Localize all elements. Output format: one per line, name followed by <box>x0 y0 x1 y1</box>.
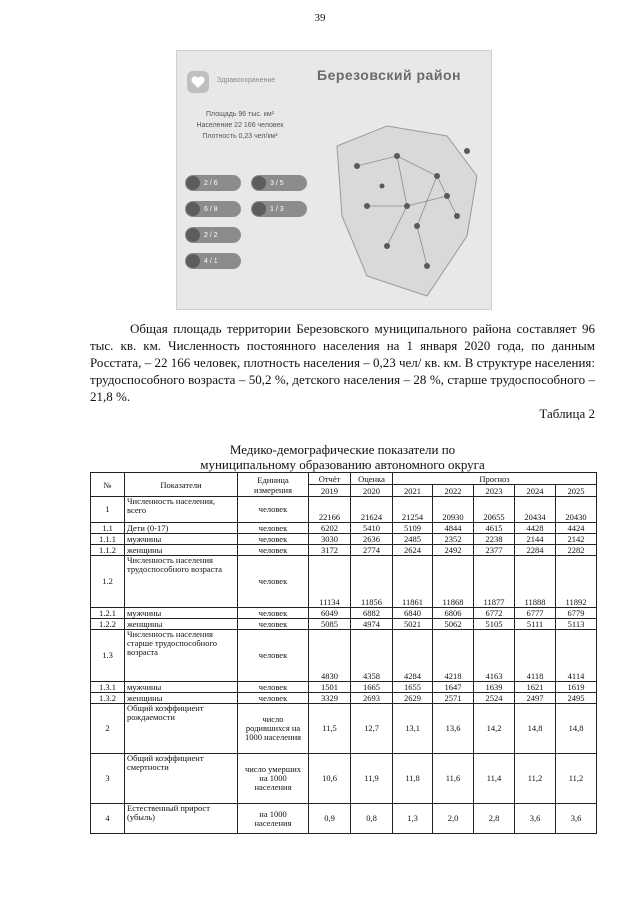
heart-logo-icon <box>187 71 209 93</box>
row-value: 6806 <box>433 608 474 619</box>
row-indicator: женщины <box>125 545 238 556</box>
row-indicator: мужчины <box>125 682 238 693</box>
row-value: 11,8 <box>393 754 433 804</box>
row-value: 6777 <box>515 608 556 619</box>
row-value: 2282 <box>556 545 597 556</box>
row-value: 3329 <box>309 693 351 704</box>
district-infographic <box>176 50 492 310</box>
body-paragraph: Общая площадь территории Березовского муниципального района составляет 96 тыс. кв. км. Численность постоянного населения на 1 января 2020 года, по данным Росстата, – 22 166 человек, плотность населения – 0,23 чел/ кв. км. В структуре населения: трудоспособного возраста – 50,2 %, детского населения – 28 %, старше трудоспособного – 21,8 %. <box>90 321 595 404</box>
row-value: 2495 <box>556 693 597 704</box>
row-value: 4974 <box>351 619 393 630</box>
row-value: 1665 <box>351 682 393 693</box>
row-value: 13,1 <box>393 704 433 754</box>
row-value: 1501 <box>309 682 351 693</box>
row-indicator: мужчины <box>125 608 238 619</box>
row-indicator: Общий коэффициент смертности <box>125 754 238 804</box>
row-value: 1,3 <box>393 804 433 834</box>
row-value: 14,8 <box>556 704 597 754</box>
row-unit: человек <box>238 693 309 704</box>
figure-badge: 6 / 8 <box>185 201 241 217</box>
row-value: 6840 <box>393 608 433 619</box>
header-report: Отчёт <box>309 473 351 485</box>
row-unit: человек <box>238 523 309 534</box>
badge-icon <box>252 176 266 190</box>
row-value: 20430 <box>556 497 597 523</box>
figure-stat: Плотность 0,23 чел/км² <box>202 133 278 140</box>
badge-icon <box>186 202 200 216</box>
row-value: 2144 <box>515 534 556 545</box>
row-value: 1639 <box>474 682 515 693</box>
row-value: 4114 <box>556 630 597 682</box>
row-value: 3172 <box>309 545 351 556</box>
row-value: 11134 <box>309 556 351 608</box>
page-number: 39 <box>314 12 326 24</box>
row-indicator: женщины <box>125 619 238 630</box>
badge-icon <box>186 176 200 190</box>
row-value: 5105 <box>474 619 515 630</box>
badge-icon <box>186 228 200 242</box>
header-year: 2025 <box>556 485 597 497</box>
row-indicator: Численность населения трудоспособного возраста <box>125 556 238 608</box>
row-value: 20434 <box>515 497 556 523</box>
figure-stat: Население 22 166 человек <box>196 122 284 129</box>
row-number: 1.1.2 <box>91 545 125 556</box>
row-unit: число родившихся на 1000 населения <box>238 704 309 754</box>
header-forecast: Прогноз <box>393 473 597 485</box>
table-label: Таблица 2 <box>539 406 595 421</box>
row-value: 5410 <box>351 523 393 534</box>
table-row <box>91 682 597 693</box>
header-year: 2022 <box>433 485 474 497</box>
figure-badge: 3 / 5 <box>251 175 307 191</box>
figure-stats <box>185 109 295 142</box>
row-unit: человек <box>238 630 309 682</box>
row-number: 2 <box>91 704 125 754</box>
row-value: 4428 <box>515 523 556 534</box>
row-unit: человек <box>238 619 309 630</box>
row-indicator: мужчины <box>125 534 238 545</box>
row-value: 2492 <box>433 545 474 556</box>
row-value: 2377 <box>474 545 515 556</box>
row-value: 1621 <box>515 682 556 693</box>
figure-brand: Здравоохранение <box>217 77 276 84</box>
row-unit: человек <box>238 545 309 556</box>
row-value: 14,8 <box>515 704 556 754</box>
row-number: 4 <box>91 804 125 834</box>
table-title-line: Медико-демографические показатели по <box>229 442 456 457</box>
row-indicator: Естественный прирост (убыль) <box>125 804 238 834</box>
row-value: 4424 <box>556 523 597 534</box>
row-value: 2636 <box>351 534 393 545</box>
header-no: № <box>91 473 125 497</box>
row-value: 1655 <box>393 682 433 693</box>
table-title-line: муниципальному образованию автономного округа <box>200 457 485 472</box>
row-value: 14,2 <box>474 704 515 754</box>
badge-icon <box>186 254 200 268</box>
row-value: 3,6 <box>556 804 597 834</box>
row-value: 2497 <box>515 693 556 704</box>
header-year: 2023 <box>474 485 515 497</box>
row-value: 6049 <box>309 608 351 619</box>
figure-badge: 2 / 2 <box>185 227 241 243</box>
row-value: 2693 <box>351 693 393 704</box>
row-value: 4615 <box>474 523 515 534</box>
row-indicator: Численность населения, всего <box>125 497 238 523</box>
row-value: 0,9 <box>309 804 351 834</box>
row-value: 2142 <box>556 534 597 545</box>
row-number: 1.3.2 <box>91 693 125 704</box>
row-value: 12,7 <box>351 704 393 754</box>
row-value: 2485 <box>393 534 433 545</box>
row-value: 11,9 <box>351 754 393 804</box>
row-unit: человек <box>238 497 309 523</box>
row-unit: человек <box>238 608 309 619</box>
row-unit: на 1000 населения <box>238 804 309 834</box>
row-value: 5113 <box>556 619 597 630</box>
row-value: 21254 <box>393 497 433 523</box>
row-unit: человек <box>238 556 309 608</box>
row-value: 2284 <box>515 545 556 556</box>
row-number: 1.2 <box>91 556 125 608</box>
row-number: 1.3 <box>91 630 125 682</box>
row-value: 22166 <box>309 497 351 523</box>
row-value: 11,2 <box>515 754 556 804</box>
table-row <box>91 608 597 619</box>
figure-badge: 4 / 1 <box>185 253 241 269</box>
row-value: 2624 <box>393 545 433 556</box>
figure-badge: 2 / 6 <box>185 175 241 191</box>
row-value: 11,2 <box>556 754 597 804</box>
row-number: 1.1.1 <box>91 534 125 545</box>
row-value: 5062 <box>433 619 474 630</box>
table-title <box>90 442 595 472</box>
row-value: 5109 <box>393 523 433 534</box>
row-value: 5085 <box>309 619 351 630</box>
table-row <box>91 545 597 556</box>
row-value: 11877 <box>474 556 515 608</box>
row-number: 1.1 <box>91 523 125 534</box>
row-indicator: Численность населения старше трудоспособного возраста <box>125 630 238 682</box>
row-value: 11,5 <box>309 704 351 754</box>
table-row <box>91 556 597 608</box>
row-unit: число умерших на 1000 населения <box>238 754 309 804</box>
row-value: 5021 <box>393 619 433 630</box>
row-value: 5111 <box>515 619 556 630</box>
figure-badge: 1 / 3 <box>251 201 307 217</box>
row-indicator: Общий коэффициент рождаемости <box>125 704 238 754</box>
row-value: 20930 <box>433 497 474 523</box>
row-number: 1.2.1 <box>91 608 125 619</box>
row-value: 10,6 <box>309 754 351 804</box>
header-year: 2019 <box>309 485 351 497</box>
row-value: 2238 <box>474 534 515 545</box>
row-value: 6882 <box>351 608 393 619</box>
table-row <box>91 754 597 804</box>
row-unit: человек <box>238 682 309 693</box>
row-number: 1.2.2 <box>91 619 125 630</box>
table-row <box>91 804 597 834</box>
row-indicator: женщины <box>125 693 238 704</box>
table-row <box>91 523 597 534</box>
table-row <box>91 693 597 704</box>
row-value: 20655 <box>474 497 515 523</box>
row-number: 1 <box>91 497 125 523</box>
table-row <box>91 619 597 630</box>
row-value: 11888 <box>515 556 556 608</box>
row-value: 2,8 <box>474 804 515 834</box>
row-unit: человек <box>238 534 309 545</box>
table-row <box>91 534 597 545</box>
row-value: 6779 <box>556 608 597 619</box>
header-year: 2020 <box>351 485 393 497</box>
header-year: 2021 <box>393 485 433 497</box>
row-value: 11868 <box>433 556 474 608</box>
row-value: 2,0 <box>433 804 474 834</box>
row-value: 1647 <box>433 682 474 693</box>
row-value: 2629 <box>393 693 433 704</box>
row-number: 1.3.1 <box>91 682 125 693</box>
row-value: 11,6 <box>433 754 474 804</box>
row-value: 11861 <box>393 556 433 608</box>
row-value: 2774 <box>351 545 393 556</box>
row-value: 6202 <box>309 523 351 534</box>
row-value: 6772 <box>474 608 515 619</box>
row-value: 4118 <box>515 630 556 682</box>
row-value: 3030 <box>309 534 351 545</box>
table-row <box>91 704 597 754</box>
header-indicator: Показатели <box>125 473 238 497</box>
header-year: 2024 <box>515 485 556 497</box>
demographic-table <box>90 472 597 834</box>
row-value: 4218 <box>433 630 474 682</box>
table-row <box>91 497 597 523</box>
row-value: 2571 <box>433 693 474 704</box>
header-estimate: Оценка <box>351 473 393 485</box>
row-value: 11892 <box>556 556 597 608</box>
row-value: 3,6 <box>515 804 556 834</box>
row-value: 1619 <box>556 682 597 693</box>
row-value: 4830 <box>309 630 351 682</box>
row-indicator: Дети (0-17) <box>125 523 238 534</box>
row-value: 2352 <box>433 534 474 545</box>
row-value: 11856 <box>351 556 393 608</box>
row-value: 21624 <box>351 497 393 523</box>
figure-title: Березовский район <box>317 67 461 83</box>
badge-icon <box>252 202 266 216</box>
row-value: 4844 <box>433 523 474 534</box>
district-map <box>327 106 487 306</box>
row-number: 3 <box>91 754 125 804</box>
row-value: 11,4 <box>474 754 515 804</box>
row-value: 0,8 <box>351 804 393 834</box>
figure-stat: Площадь 96 тыс. км² <box>206 111 274 118</box>
table-row <box>91 630 597 682</box>
row-value: 13,6 <box>433 704 474 754</box>
header-unit: Единица измерения <box>238 473 309 497</box>
row-value: 4284 <box>393 630 433 682</box>
row-value: 2524 <box>474 693 515 704</box>
row-value: 4358 <box>351 630 393 682</box>
row-value: 4163 <box>474 630 515 682</box>
